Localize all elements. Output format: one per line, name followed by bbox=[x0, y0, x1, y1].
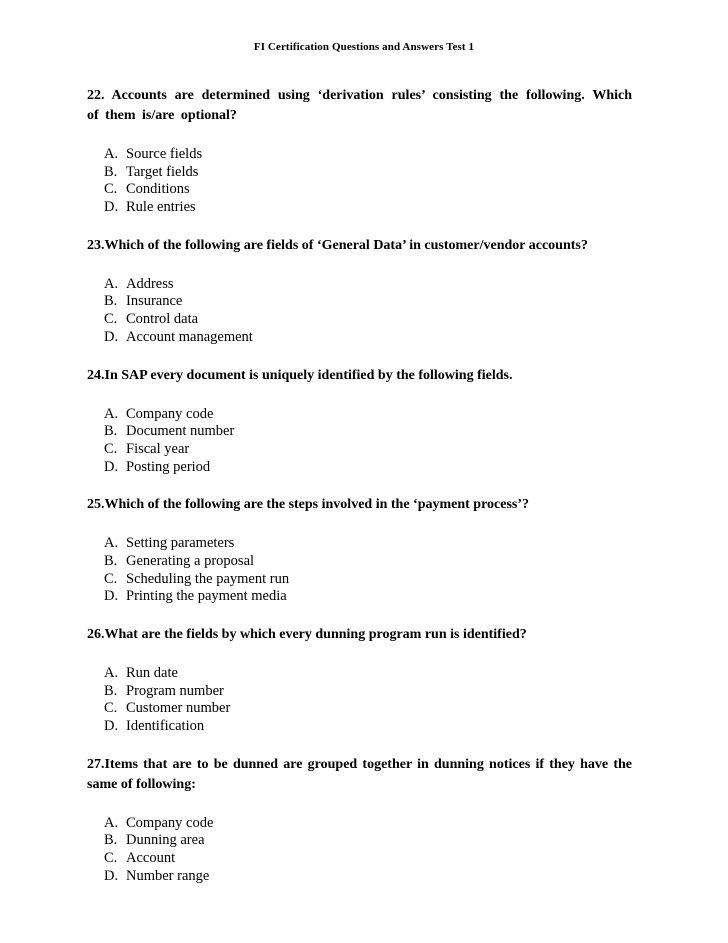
option-list bbox=[87, 276, 632, 347]
option-letter: A. bbox=[104, 275, 119, 292]
option-letter: A. bbox=[104, 814, 119, 831]
option-label: Printing the payment media bbox=[126, 588, 287, 605]
option-label: Address bbox=[126, 275, 174, 292]
option-c bbox=[104, 311, 632, 329]
option-b bbox=[104, 293, 632, 311]
question-26 bbox=[87, 625, 632, 736]
option-b bbox=[104, 164, 632, 182]
option-list bbox=[87, 146, 632, 217]
option-a bbox=[104, 535, 632, 553]
option-letter: A. bbox=[104, 405, 119, 422]
option-c bbox=[104, 441, 632, 459]
option-letter: D. bbox=[104, 867, 119, 884]
option-letter: B. bbox=[104, 682, 118, 699]
question-25 bbox=[87, 495, 632, 606]
option-label: Identification bbox=[126, 718, 205, 735]
option-letter: D. bbox=[104, 718, 119, 735]
option-label: Document number bbox=[126, 423, 235, 440]
option-a bbox=[104, 665, 632, 683]
option-label: Insurance bbox=[126, 293, 183, 310]
option-letter: B. bbox=[104, 423, 118, 440]
question-27 bbox=[87, 755, 632, 886]
option-label: Conditions bbox=[126, 181, 190, 198]
option-label: Account bbox=[126, 850, 176, 867]
option-d bbox=[104, 718, 632, 736]
option-letter: C. bbox=[104, 440, 118, 457]
option-d bbox=[104, 329, 632, 347]
option-letter: C. bbox=[104, 311, 118, 328]
option-label: Run date bbox=[126, 665, 178, 681]
option-letter: C. bbox=[104, 570, 118, 587]
option-label: Rule entries bbox=[126, 199, 196, 216]
option-letter: C. bbox=[104, 181, 118, 198]
option-letter: D. bbox=[104, 458, 119, 475]
option-label: Dunning area bbox=[126, 832, 205, 849]
question-text: 27.Items that are to be dunned are grouped together in dunning notices if they have the same of following: bbox=[87, 756, 632, 792]
question-22 bbox=[87, 86, 632, 217]
option-a bbox=[104, 406, 632, 424]
question-23 bbox=[87, 236, 632, 347]
option-label: Fiscal year bbox=[126, 440, 190, 457]
option-a bbox=[104, 815, 632, 833]
option-list bbox=[87, 815, 632, 886]
option-c bbox=[104, 571, 632, 589]
option-label: Company code bbox=[126, 405, 214, 422]
question-text: 23.Which of the following are fields of ‘General Data’ in customer/vendor accounts? bbox=[87, 237, 588, 253]
option-letter: A. bbox=[104, 535, 119, 552]
option-b bbox=[104, 683, 632, 701]
option-list bbox=[87, 665, 632, 736]
option-letter: B. bbox=[104, 163, 118, 180]
option-a bbox=[104, 146, 632, 164]
option-letter: D. bbox=[104, 199, 119, 216]
option-label: Source fields bbox=[126, 146, 203, 162]
option-c bbox=[104, 850, 632, 868]
question-24 bbox=[87, 366, 632, 477]
option-b bbox=[104, 423, 632, 441]
option-list bbox=[87, 535, 632, 606]
option-d bbox=[104, 868, 632, 886]
option-d bbox=[104, 459, 632, 477]
option-label: Posting period bbox=[126, 458, 211, 475]
option-d bbox=[104, 588, 632, 606]
option-label: Setting parameters bbox=[126, 535, 235, 552]
option-c bbox=[104, 181, 632, 199]
option-letter: D. bbox=[104, 588, 119, 605]
option-c bbox=[104, 700, 632, 718]
option-label: Scheduling the payment run bbox=[126, 570, 290, 587]
option-label: Program number bbox=[126, 682, 224, 699]
option-letter: B. bbox=[104, 293, 118, 310]
option-letter: C. bbox=[104, 700, 118, 717]
option-list bbox=[87, 406, 632, 477]
question-text: 24.In SAP every document is uniquely identified by the following fields. bbox=[87, 367, 513, 383]
option-label: Target fields bbox=[126, 163, 199, 180]
option-label: Account management bbox=[126, 328, 253, 345]
option-label: Generating a proposal bbox=[126, 552, 255, 569]
question-list bbox=[87, 86, 632, 886]
option-label: Control data bbox=[126, 311, 199, 328]
option-letter: D. bbox=[104, 328, 119, 345]
option-letter: A. bbox=[104, 665, 119, 681]
option-label: Customer number bbox=[126, 700, 231, 717]
question-text: 26.What are the fields by which every dunning program run is identified? bbox=[87, 627, 527, 642]
option-letter: C. bbox=[104, 850, 118, 867]
option-a bbox=[104, 276, 632, 294]
option-label: Company code bbox=[126, 814, 214, 831]
option-b bbox=[104, 553, 632, 571]
option-b bbox=[104, 832, 632, 850]
option-letter: A. bbox=[104, 146, 119, 162]
option-label: Number range bbox=[126, 867, 210, 884]
option-d bbox=[104, 199, 632, 217]
option-letter: B. bbox=[104, 832, 118, 849]
option-letter: B. bbox=[104, 552, 118, 569]
question-text: 22. Accounts are determined using ‘derivation rules’ consisting the following. Which of them is/are optional? bbox=[87, 88, 632, 123]
page-header: FI Certification Questions and Answers Test 1 bbox=[253, 41, 475, 53]
question-text: 25.Which of the following are the steps involved in the ‘payment process’? bbox=[87, 497, 530, 513]
